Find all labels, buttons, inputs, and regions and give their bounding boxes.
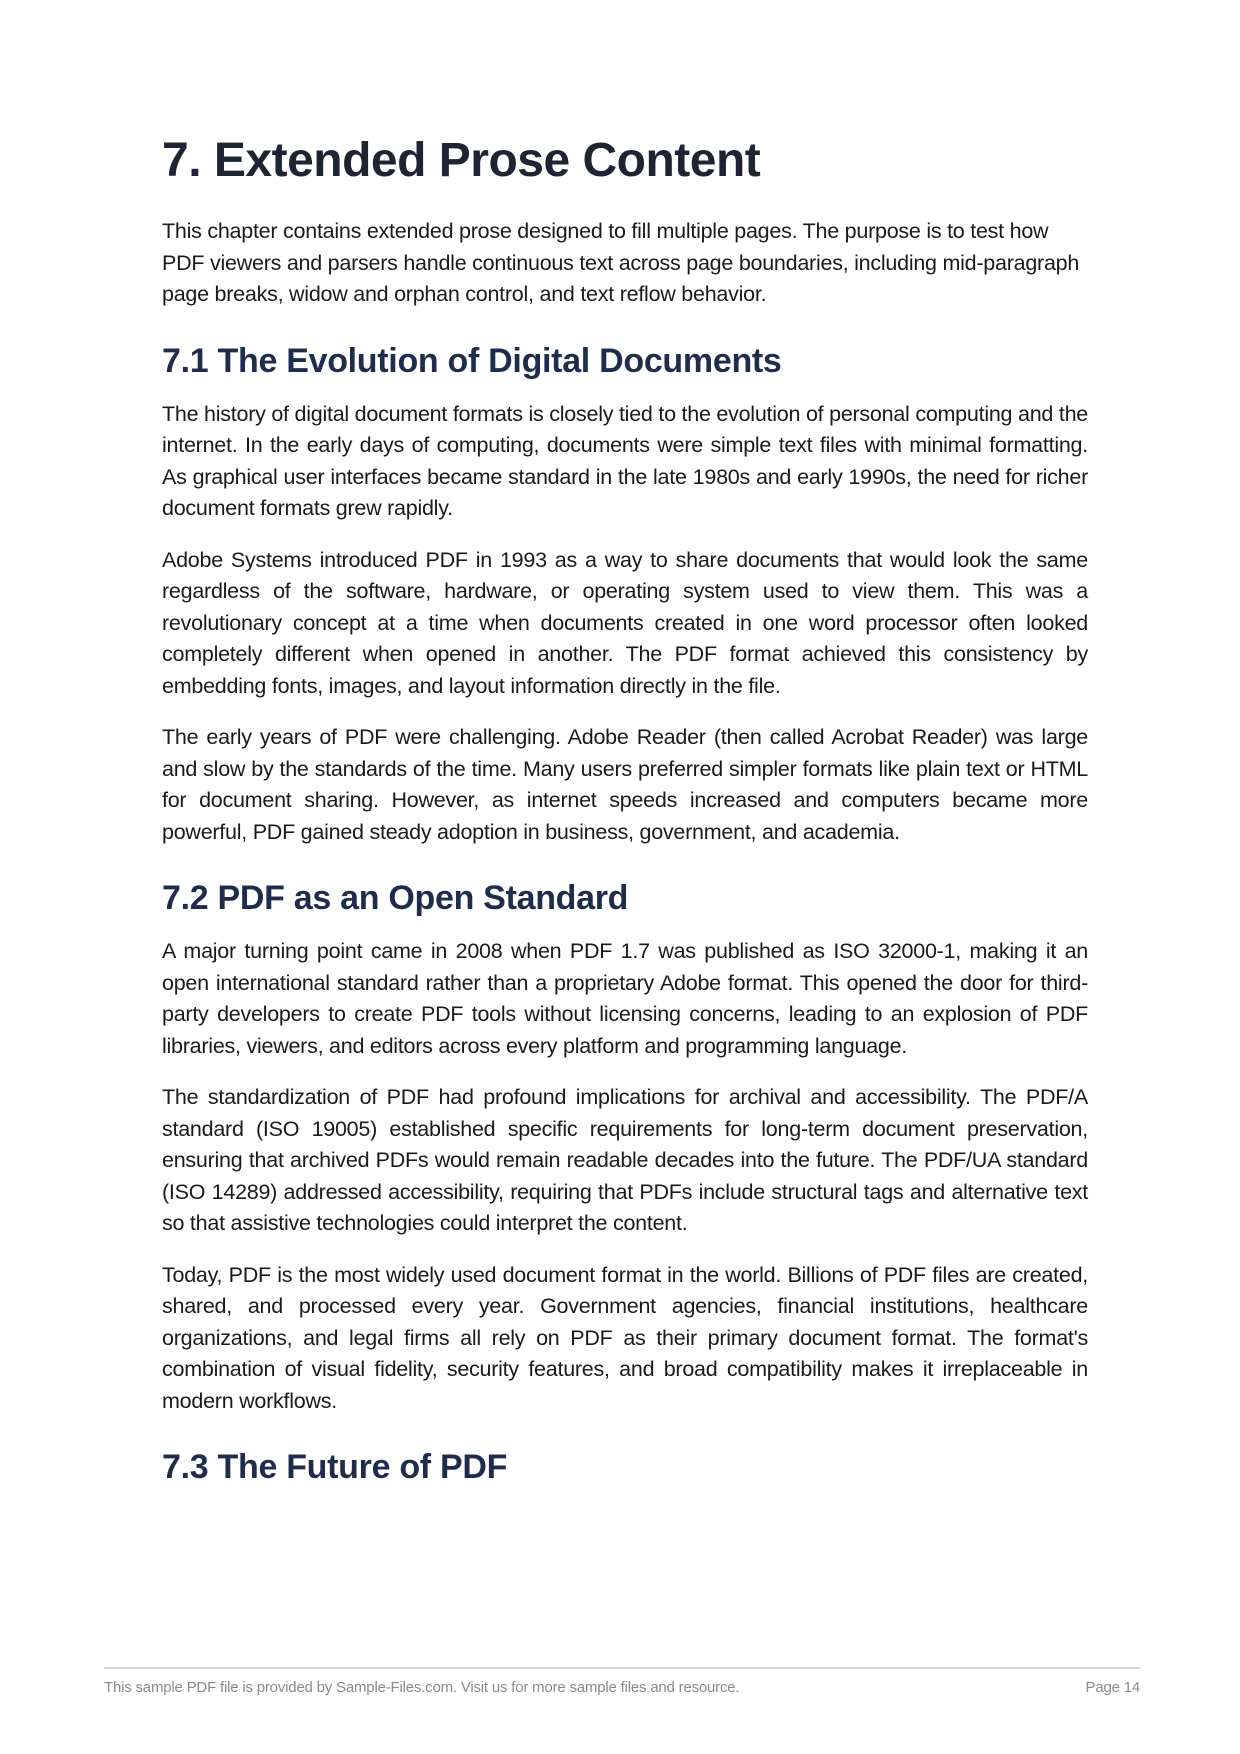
page-content [162, 130, 1088, 1505]
paragraph: Adobe Systems introduced PDF in 1993 as a way to share documents that would look the same regardless of the software, hardware, or operating system used to view them. This was a revolutionary concept at a time when documents created in one word processor often looked completely different when opened in another. The PDF format achieved this consistency by embedding fonts, images, and layout information directly in the file. [162, 547, 1088, 698]
paragraph: The early years of PDF were challenging. Adobe Reader (then called Acrobat Reader) was large and slow by the standards of the time. Many users preferred simpler formats like plain text or HTML for document sharing. However, as internet speeds increased and computers became more powerful, PDF gained steady adoption in business, government, and academia. [162, 725, 1088, 844]
page-number: Page 14 [1085, 1679, 1140, 1696]
section-title-7-1: 7.1 The Evolution of Digital Documents [162, 341, 782, 380]
paragraph: Today, PDF is the most widely used document format in the world. Billions of PDF files are created, shared, and processed every year. Government agencies, financial institutions, healthcare organizations, and legal firms all rely on PDF as their primary document format. The format's combination of visual fidelity, security features, and broad compatibility makes it irreplaceable in modern workflows. [162, 1262, 1088, 1413]
footer-note: This sample PDF file is provided by Sample-Files.com. Visit us for more sample files and resource. [104, 1679, 740, 1696]
paragraph: The standardization of PDF had profound implications for archival and accessibility. The PDF/A standard (ISO 19005) established specific requirements for long-term document preservation, ensuring that archived PDFs would remain readable decades into the future. The PDF/UA standard (ISO 14289) addressed accessibility, requiring that PDFs include structural tags and alternative text so that assistive technologies could interpret the content. [162, 1085, 1088, 1235]
paragraph: The history of digital document formats is closely tied to the evolution of personal computing and the internet. In the early days of computing, documents were simple text files with minimal formatting. As graphical user interfaces became standard in the late 1980s and early 1990s, the need for richer document formats grew rapidly. [162, 401, 1088, 520]
section-title-7-3: 7.3 The Future of PDF [162, 1448, 508, 1486]
paragraph: A major turning point came in 2008 when PDF 1.7 was published as ISO 32000-1, making it an open international standard rather than a proprietary Adobe format. This opened the door for third-party developers to create PDF tools without licensing concerns, leading to an explosion of PDF libraries, viewers, and editors across every platform and programming language. [162, 939, 1088, 1058]
chapter-intro-paragraph: This chapter contains extended prose designed to fill multiple pages. The purpose is to test how PDF viewers and parsers handle continuous text across page boundaries, including mid-paragraph page breaks, widow and orphan control, and text reflow behavior. [162, 219, 1080, 306]
chapter-title: 7. Extended Prose Content [162, 134, 761, 187]
footer-divider [104, 1667, 1140, 1669]
section-title-7-2: 7.2 PDF as an Open Standard [162, 879, 629, 917]
